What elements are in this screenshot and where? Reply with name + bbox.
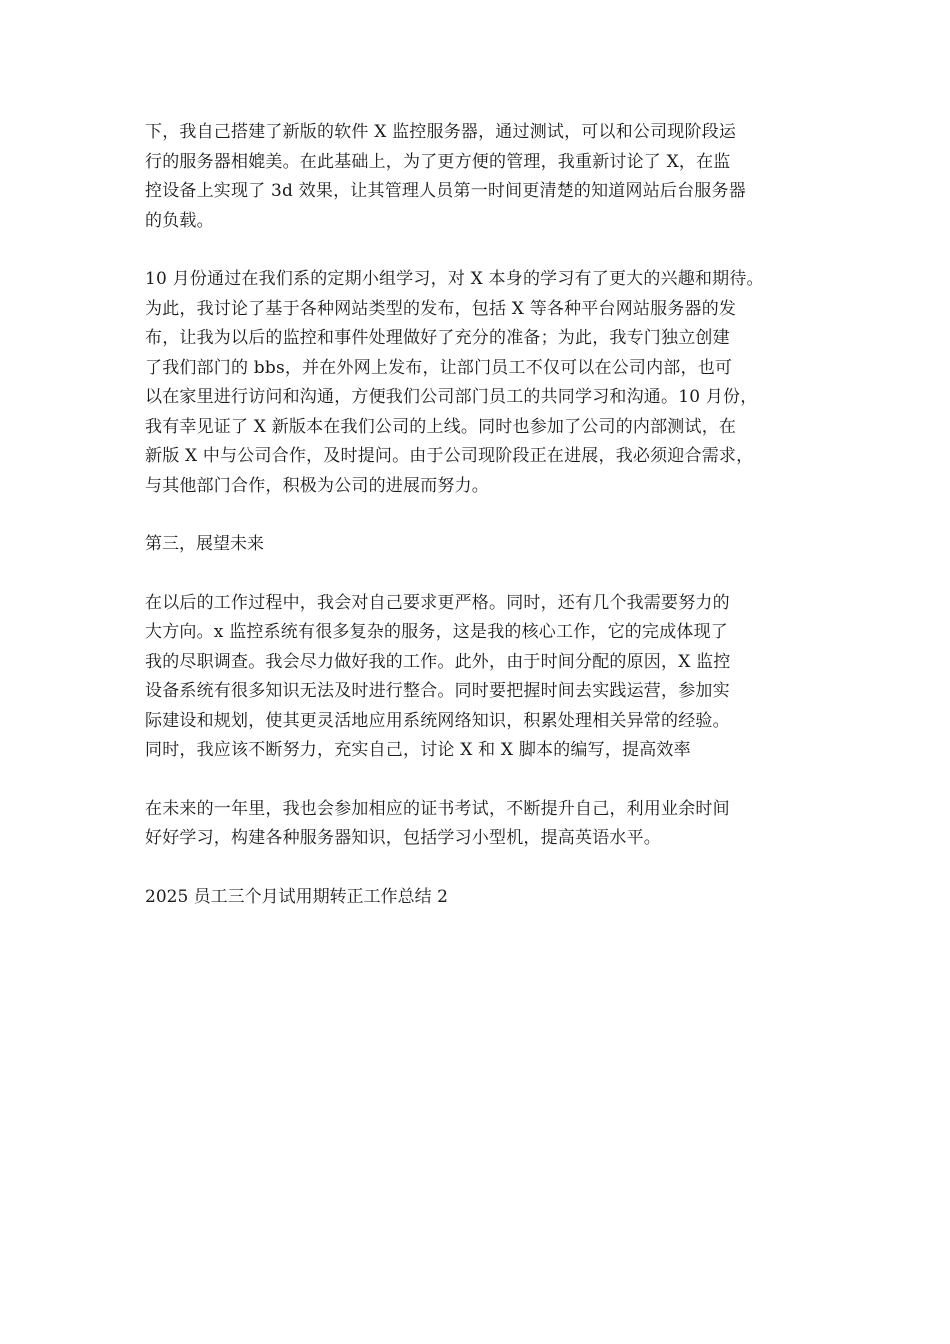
paragraph-monitoring-server <box>145 118 810 236</box>
subtitle-text: 2025 员工三个月试用期转正工作总结 2 <box>145 886 448 907</box>
text-line: 在以后的工作过程中，我会对自己要求更严格。同时，还有几个我需要努力的 <box>145 592 730 613</box>
text-line: 好好学习，构建各种服务器知识，包括学习小型机，提高英语水平。 <box>145 828 661 848</box>
text-line: 设备系统有很多知识无法及时进行整合。同时要把握时间去实践运营，参加实 <box>145 681 730 701</box>
text-line: 大方向。x 监控系统有很多复杂的服务，这是我的核心工作，它的完成体现了 <box>145 622 728 642</box>
text-line: 的负载。 <box>145 210 214 231</box>
paragraph-future-work <box>145 589 810 766</box>
text-line: 际建设和规划，使其更灵活地应用系统网络知识，积累处理相关异常的经验。 <box>145 710 730 731</box>
text-line: 我有幸见证了 X 新版本在我们公司的上线。同时也参加了公司的内部测试，在 <box>145 416 737 437</box>
text-line: 以在家里进行访问和沟通，方便我们公司部门员工的共同学习和沟通。10 月份， <box>145 387 758 407</box>
section-heading-outlook <box>145 530 810 560</box>
text-line: 控设备上实现了 3d 效果，让其管理人员第一时间更清楚的知道网站后台服务器 <box>145 181 746 201</box>
text-line: 与其他部门合作，积极为公司的进展而努力。 <box>145 475 489 496</box>
text-line: 新版 X 中与公司合作，及时提问。由于公司现阶段正在进展，我必须迎合需求， <box>145 446 754 466</box>
paragraph-october-study <box>145 265 810 501</box>
text-line: 同时，我应该不断努力，充实自己，讨论 X 和 X 脚本的编写，提高效率 <box>145 740 691 760</box>
paragraph-spacer <box>145 560 810 589</box>
text-line: 行的服务器相媲美。在此基础上，为了更方便的管理，我重新讨论了 X，在监 <box>145 151 731 172</box>
paragraph-next-year <box>145 795 810 854</box>
text-line: 为此，我讨论了基于各种网站类型的发布，包括 X 等各种平台网站服务器的发 <box>145 298 737 319</box>
document-subtitle <box>145 883 810 913</box>
document-body <box>145 118 810 912</box>
text-line: 了我们部门的 bbs，并在外网上发布，让部门员工不仅可以在公司内部，也可 <box>145 357 733 378</box>
paragraph-spacer <box>145 236 810 265</box>
text-line: 10 月份通过在我们系的定期小组学习，对 X 本身的学习有了更大的兴趣和期待。 <box>145 269 764 289</box>
text-line: 布，让我为以后的监控和事件处理做好了充分的准备；为此，我专门独立创建 <box>145 328 730 348</box>
text-line: 我的尽职调查。我会尽力做好我的工作。此外，由于时间分配的原因，X 监控 <box>145 651 731 672</box>
paragraph-spacer <box>145 501 810 530</box>
text-line: 下，我自己搭建了新版的软件 X 监控服务器，通过测试，可以和公司现阶段运 <box>145 122 737 142</box>
paragraph-spacer <box>145 854 810 883</box>
text-line: 在未来的一年里，我也会参加相应的证书考试，不断提升自己，利用业余时间 <box>145 798 730 819</box>
paragraph-spacer <box>145 766 810 795</box>
section-heading: 第三，展望未来 <box>145 534 264 554</box>
